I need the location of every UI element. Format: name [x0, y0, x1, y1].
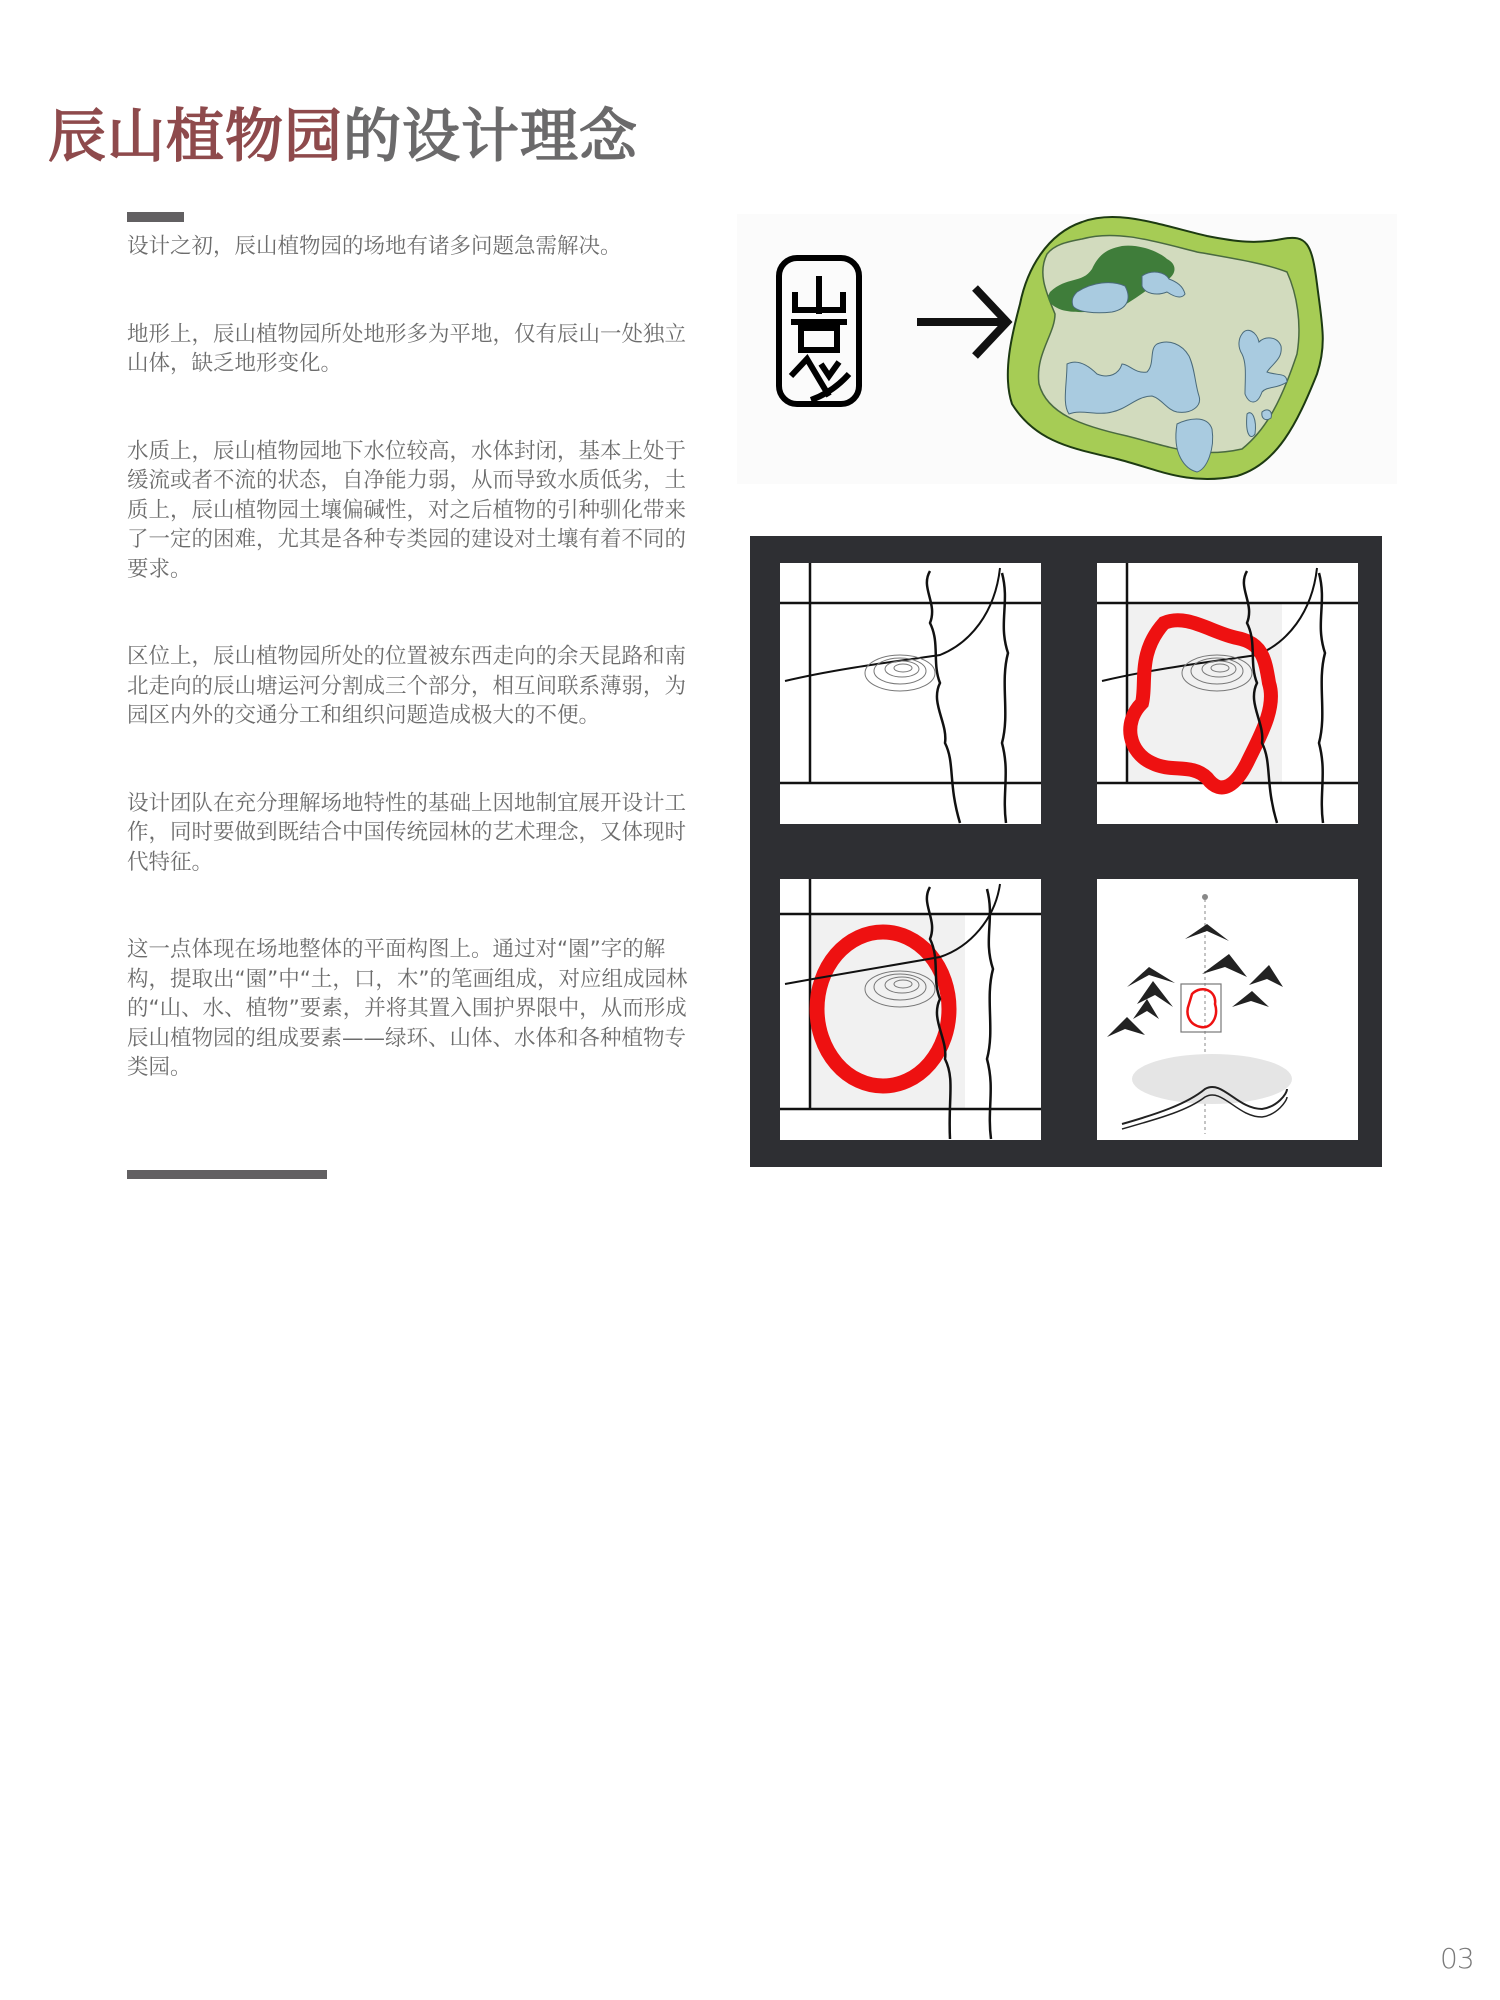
page-number: 03 [1440, 1942, 1474, 1975]
title-rest: 的设计理念 [343, 102, 639, 170]
divider-bar-top [127, 212, 184, 222]
panel-red-organic-ring [1097, 563, 1358, 824]
paragraph-location: 区位上，辰山植物园所处的位置被东西走向的余天昆路和南北走向的辰山塘运河分割成三个部分，相互间联系薄弱，为园区内外的交通分工和组织问题造成极大的不便。 [127, 644, 687, 728]
body-text [127, 232, 707, 1141]
paragraph-terrain: 地形上，辰山植物园所处地形多为平地，仅有辰山一处独立山体，缺乏地形变化。 [127, 321, 687, 376]
paragraph-intro: 设计之初，辰山植物园的场地有诸多问题急需解决。 [127, 234, 622, 259]
right-arrow-icon [917, 288, 1007, 356]
panel-site-lines [780, 563, 1041, 824]
divider-bar-bottom [127, 1170, 327, 1179]
red-small-ring [1188, 989, 1217, 1027]
page-title [48, 100, 638, 172]
garden-plan-map [1008, 217, 1323, 479]
seal-character-icon [779, 258, 859, 404]
panel-red-circle-ring [780, 879, 1041, 1140]
figure-composition-grid [750, 536, 1382, 1167]
figure-seal-to-plan [737, 214, 1397, 484]
mountain-icons [1107, 924, 1283, 1037]
paragraph-composition: 这一点体现在场地整体的平面构图上。通过对“園”字的解构，提取出“園”中“土，口，木”的笔画组成，对应组成园林的“山、水、植物”要素，并将其置入围护界限中，从而形成辰山植物园的组成要素——绿环、山体、水体和各种植物专类园。 [127, 937, 688, 1080]
paragraph-design-team: 设计团队在充分理解场地特性的基础上因地制宜展开设计工作，同时要做到既结合中国传统园林的艺术理念，又体现时代特征。 [127, 790, 687, 875]
panel-mountain-ink-diagram [1097, 879, 1358, 1140]
title-accent: 辰山植物园 [48, 102, 344, 170]
paragraph-water-soil: 水质上，辰山植物园地下水位较高，水体封闭，基本上处于缓流或者不流的状态，自净能力弱，从而导致水质低劣，土质上，辰山植物园土壤偏碱性，对之后植物的引种驯化带来了一定的困难，尤其是各种专类园的建设对土壤有着不同的要求。 [127, 438, 687, 582]
